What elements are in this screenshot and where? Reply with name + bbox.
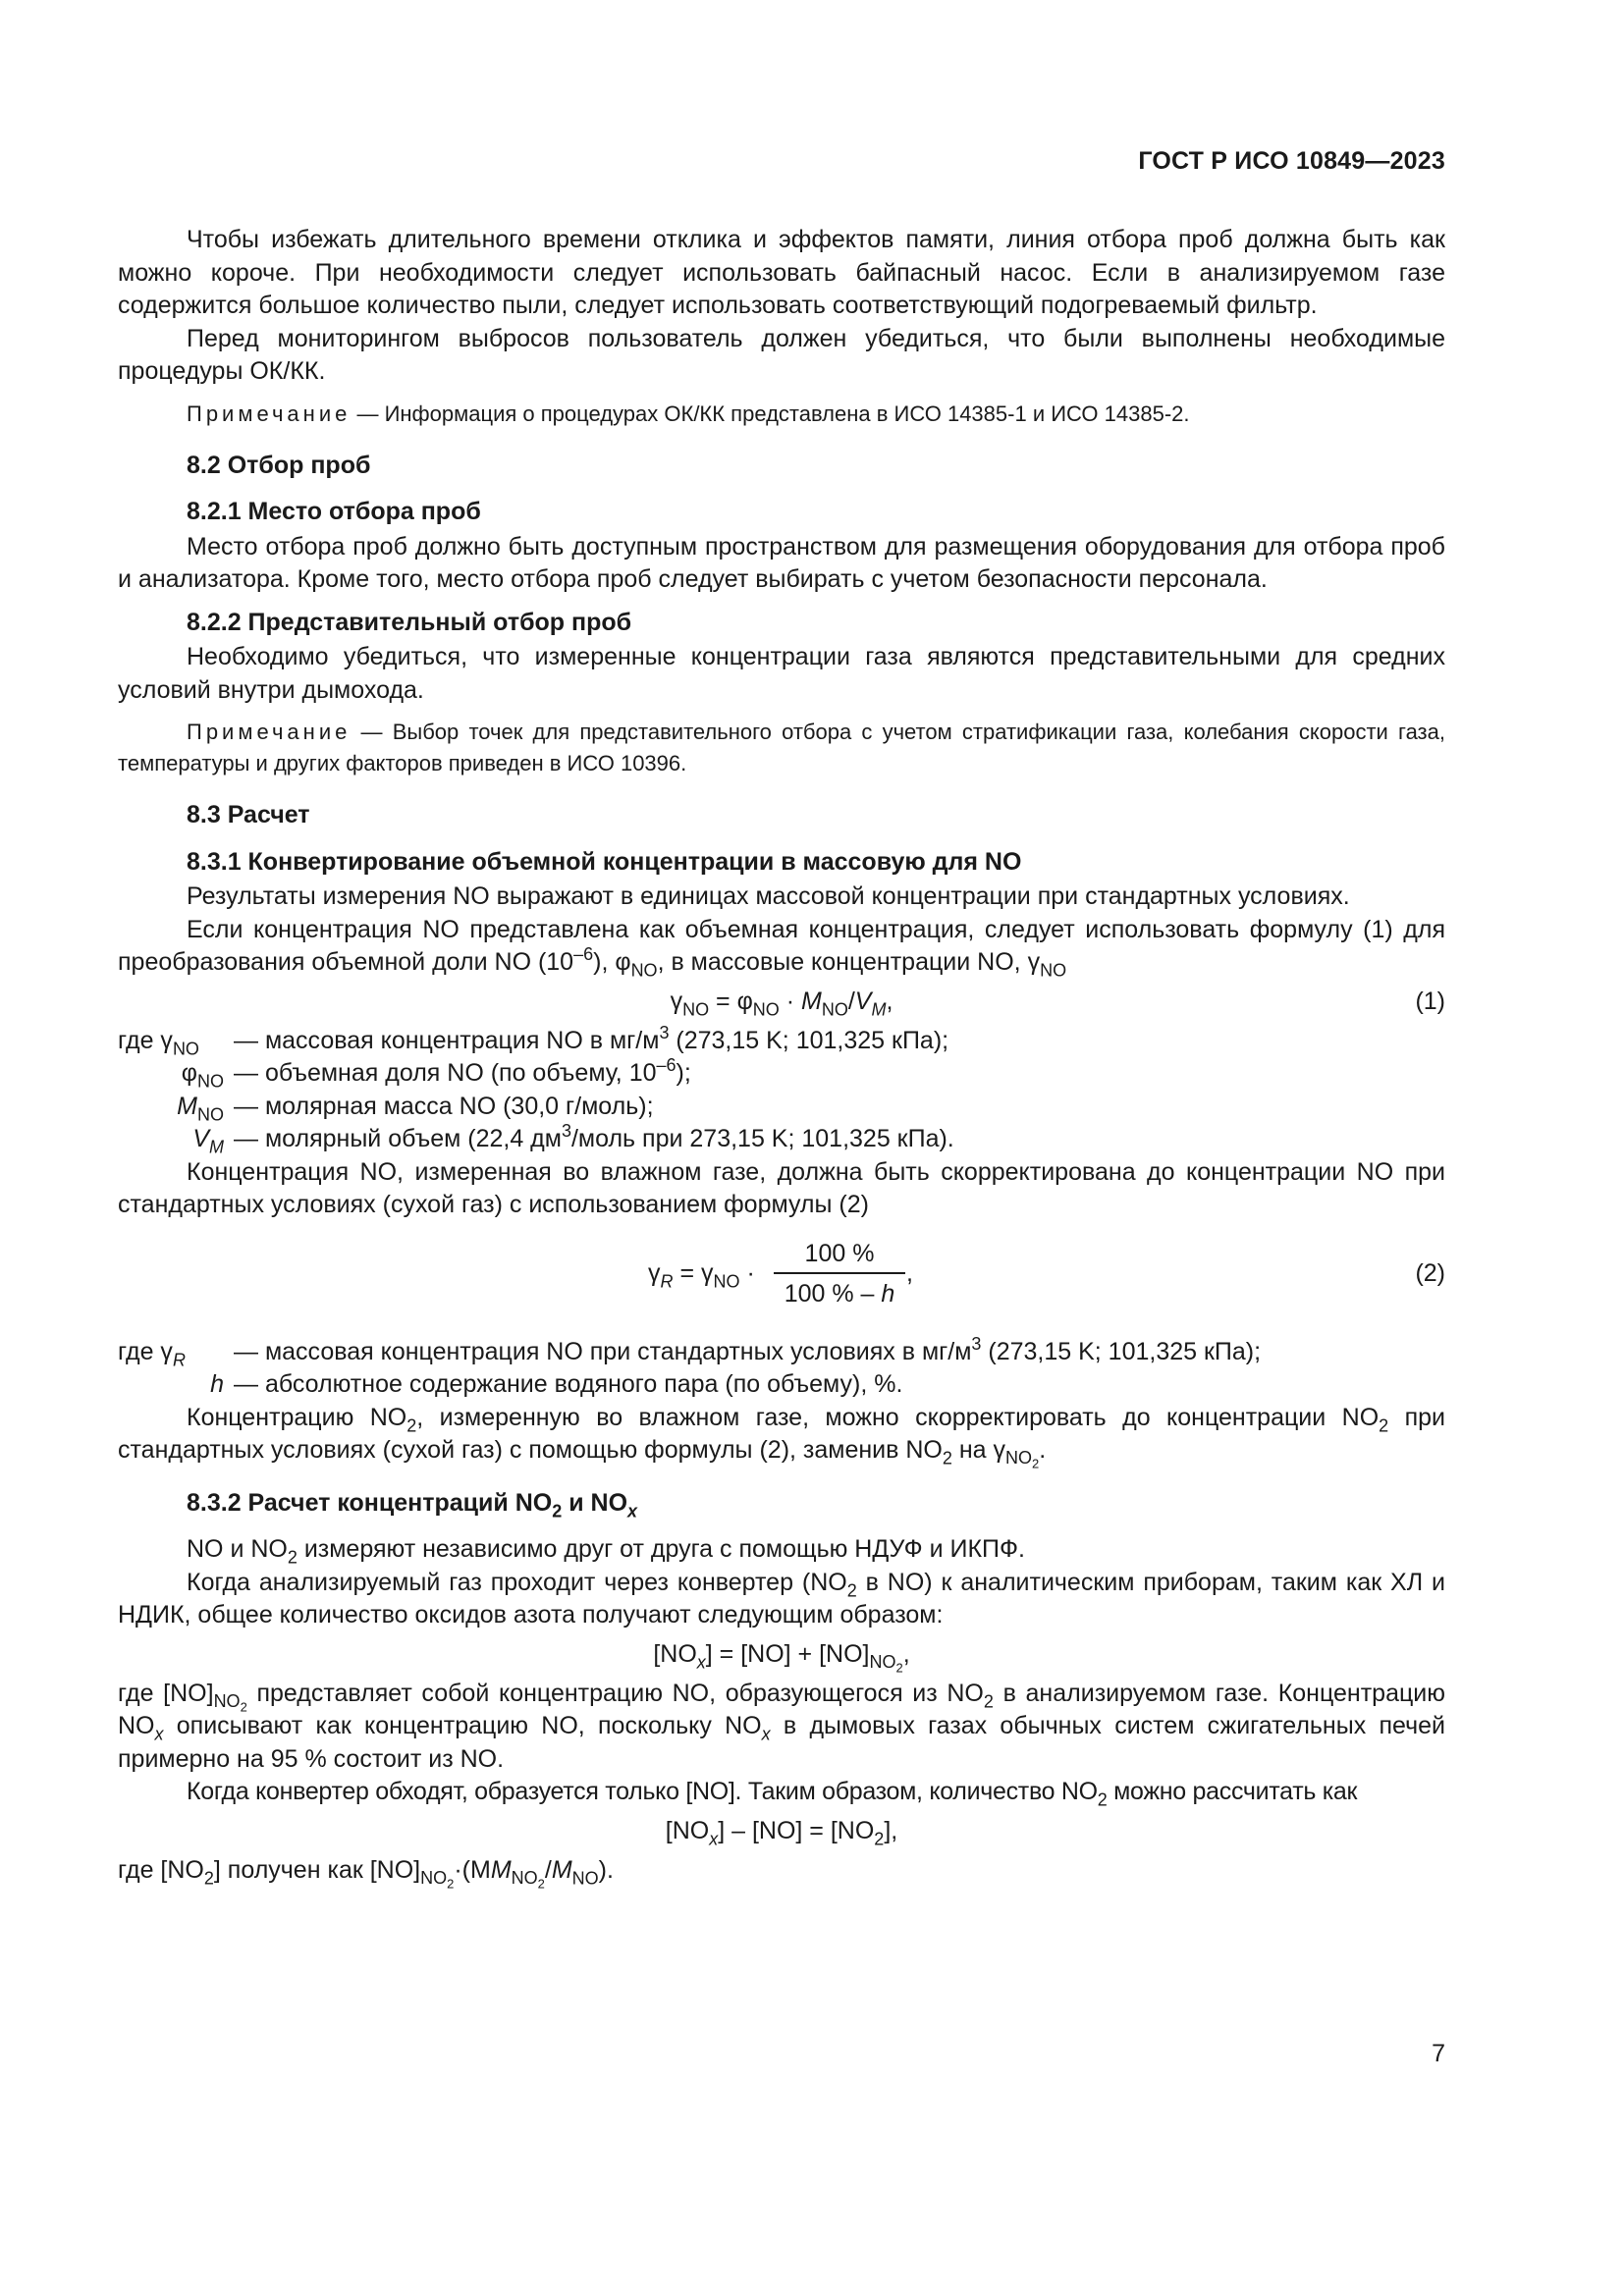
paragraph: Необходимо убедиться, что измеренные концентрации газа являются представительными для средних условий внутри дымохода.: [118, 643, 1445, 704]
where-list-1: [118, 1022, 1445, 1157]
subsection-heading: 8.2.1 Место отбора проб: [187, 498, 481, 525]
where-list-2: [118, 1333, 1445, 1402]
formula-no2-diff: $[NO_x] - [NO] = [NO_2]$,: [665, 1816, 898, 1848]
formula-number: (1): [1415, 987, 1445, 1015]
note: [118, 399, 1445, 430]
paragraph: Результаты измерения NO выражают в единицах массовой концентрации при стандартных условиях.: [187, 882, 1350, 910]
note: [118, 717, 1445, 779]
where-item: $M_{NO}$ — молярная масса NO (30,0 г/моль);: [177, 1092, 654, 1124]
fraction: 100 % 100 % – h: [774, 1238, 905, 1311]
paragraph: где $[NO]_{NO_2}$ представляет собой концентрацию NO, образующегося из $NO_2$ в анализируемом газе. Концентрацию $NO_x$ описывают как концентрацию NO, поскольку $NO_x$ в дымовых газах обычных систем сжигательных печей примерно на 95 % состоит из NO.: [118, 1679, 1446, 1773]
note-label: Примечание: [187, 720, 352, 744]
note-text: — Информация о процедурах ОК/КК представлена в ИСО 14385-1 и ИСО 14385-2.: [351, 400, 1190, 426]
paragraph: Перед мониторингом выбросов пользователь должен убедиться, что были выполнены необходимые процедуры ОК/КК.: [118, 324, 1445, 385]
paragraph: Концентрацию $NO_2$, измеренную во влажном газе, можно скорректировать до концентрации $NO_2$ при стандартных условиях (сухой газ) с помощью формулы (2), заменив $NO_2$ на $\gamma_{NO_2}$.: [118, 1403, 1445, 1471]
paragraph: NO и $NO_2$ измеряют независимо друг от друга с помощью НДУФ и ИКПФ.: [187, 1535, 1025, 1568]
paragraph: Чтобы избежать длительного времени отклика и эффектов памяти, линия отбора проб должна быть как можно короче. При необходимости следует использовать байпасный насос. Если в анализируемом газе содержится большое количество пыли, следует использовать соответствующий подогреваемый фильтр.: [118, 226, 1445, 319]
where-item: $V_M$ — молярный объем (22,4 $дм^3$/моль при 273,15 K; 101,325 кПа).: [192, 1121, 954, 1157]
paragraph: Когда конвертер обходят, образуется только [NO]. Таким образом, количество $NO_2$ можно рассчитать как: [187, 1778, 1358, 1810]
section-heading: 8.3 Расчет: [187, 801, 310, 828]
paragraph: Концентрация NO, измеренная во влажном газе, должна быть скорректирована до концентрации NO при стандартных условиях (сухой газ) с использованием формулы (2): [118, 1157, 1445, 1218]
subsection-heading: 8.3.1 Конвертирование объемной концентрации в массовую для NO: [187, 847, 1022, 876]
where-item: $\varphi_{NO}$ — объемная доля NO (по объему, $10^{-6}$);: [181, 1055, 691, 1092]
page-content: [118, 224, 1446, 1892]
formula-1: $\gamma_{NO} = \varphi_{NO} \cdot M_{NO}/V_M$, (1): [118, 984, 1445, 1019]
note-text: — Выбор точек для представительного отбора с учетом стратификации газа, колебания скорости газа, температуры и других факторов приведен в ИСО 10396.: [118, 720, 1445, 775]
paragraph: Если концентрация NO представлена как объемная концентрация, следует использовать формулу (1) для преобразования объемной доли NO $(10^{-6})$, $\varphi_{NO}$, в массовые концентрации NO, $\gamma_{NO}$: [118, 915, 1445, 981]
page-number: 7: [1432, 2040, 1445, 2067]
where-item: где $\gamma_{NO}$ — массовая концентрация NO в $мг/м^3$ (273,15 K; 101,325 кПа);: [118, 1022, 949, 1058]
paragraph: Когда анализируемый газ проходит через конвертер ($NO_2$ в NO) к аналитическим приборам, таким как ХЛ и НДИК, общее количество оксидов азота получают следующим образом:: [118, 1568, 1445, 1629]
where-item: где $\gamma_R$ — массовая концентрация NO при стандартных условиях в $мг/м^3$ (273,15 K; 101,325 кПа);: [118, 1333, 1262, 1369]
section-heading: 8.3.2 Расчет концентраций $NO_2$ и $NO_x$: [187, 1488, 638, 1521]
document-code-header: ГОСТ Р ИСО 10849—2023: [1138, 147, 1445, 175]
formula-2: $\gamma_R = \gamma_{NO}$ · 100 % 100 % – h , (2): [118, 1236, 1445, 1324]
paragraph: где $[NO_2]$ получен как $[NO]_{NO_2}\cdot(MM_{NO_2}/M_{NO})$.: [118, 1855, 614, 1892]
note-label: Примечание: [187, 400, 352, 426]
paragraph: Место отбора проб должно быть доступным пространством для размещения оборудования для отбора проб и анализатора. Кроме того, место отбора проб следует выбирать с учетом безопасности персонала.: [118, 532, 1445, 593]
subsection-heading: 8.2.2 Представительный отбор проб: [187, 608, 632, 636]
section-heading: 8.2 Отбор проб: [187, 451, 371, 479]
formula-number: (2): [1415, 1258, 1445, 1287]
formula-nox-sum: $[NO_x] = [NO] + [NO]_{NO_2}$,: [653, 1639, 910, 1676]
where-item: h — абсолютное содержание водяного пара (по объему), %.: [210, 1370, 903, 1398]
